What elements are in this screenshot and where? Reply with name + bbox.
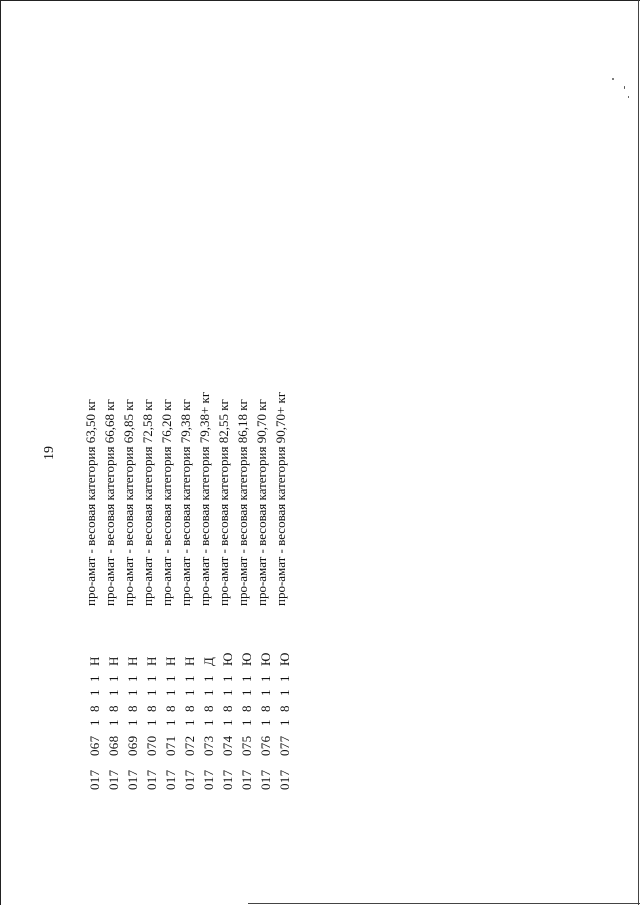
code-part: 8 [144, 705, 159, 712]
code-part: 1 [144, 719, 159, 726]
code-part: 1 [125, 689, 140, 696]
code-row [218, 620, 237, 790]
code-part: 1 [182, 689, 197, 696]
code-part: Ю [258, 652, 273, 666]
code-part: 1 [201, 719, 216, 726]
code-part: 074 [220, 735, 235, 756]
code-row [161, 620, 180, 790]
code-part: 8 [125, 705, 140, 712]
code-part: 077 [277, 735, 292, 756]
category-label: про-амат - весовая категория 90,70 кг [254, 399, 269, 606]
code-part: 1 [258, 719, 273, 726]
code-part: 8 [277, 705, 292, 712]
code-part: Н [144, 656, 159, 666]
code-part: 017 [106, 769, 121, 790]
category-label: про-амат - весовая категория 63,50 кг [83, 399, 98, 606]
code-part: 1 [144, 689, 159, 696]
code-part: 8 [182, 705, 197, 712]
code-part: 1 [258, 689, 273, 696]
category-label: про-амат - весовая категория 79,38+ кг [197, 391, 212, 606]
code-part: Н [182, 656, 197, 666]
code-part: 017 [220, 769, 235, 790]
code-part: 1 [239, 675, 254, 682]
code-part: 017 [239, 769, 254, 790]
category-label: про-амат - весовая категория 82,55 кг [216, 399, 231, 606]
category-label: про-амат - весовая категория 79,38 кг [178, 399, 193, 606]
code-part: 1 [277, 675, 292, 682]
code-part: 1 [125, 675, 140, 682]
code-part: 017 [125, 769, 140, 790]
category-label: про-амат - весовая категория 90,70+ кг [273, 391, 288, 606]
codes-column [85, 620, 292, 790]
code-part: 1 [258, 675, 273, 682]
code-part: 017 [258, 769, 273, 790]
code-part: 1 [201, 675, 216, 682]
code-part: 1 [125, 719, 140, 726]
code-part: 017 [201, 769, 216, 790]
code-part: 8 [220, 705, 235, 712]
code-part: 1 [220, 719, 235, 726]
code-part: 073 [201, 735, 216, 756]
code-part: 1 [163, 675, 178, 682]
code-part: 071 [163, 735, 178, 756]
code-part: Ю [277, 652, 292, 666]
code-row [180, 620, 199, 790]
code-part: 017 [182, 769, 197, 790]
category-label: про-амат - весовая категория 86,18 кг [235, 399, 250, 606]
code-row [123, 620, 142, 790]
code-part: 8 [258, 705, 273, 712]
code-part: 8 [163, 705, 178, 712]
code-part: 1 [87, 675, 102, 682]
code-part: Н [87, 656, 102, 666]
code-part: 017 [277, 769, 292, 790]
code-part: Д [201, 656, 216, 666]
code-part: 069 [125, 735, 140, 756]
code-part: 1 [163, 719, 178, 726]
code-row [256, 620, 275, 790]
page-number: 19 [42, 446, 57, 460]
code-part: Н [163, 656, 178, 666]
code-part: 1 [106, 719, 121, 726]
code-part: 8 [87, 705, 102, 712]
code-part: 1 [182, 719, 197, 726]
code-part: 072 [182, 735, 197, 756]
code-part: 017 [163, 769, 178, 790]
code-row [199, 620, 218, 790]
code-part: 1 [239, 689, 254, 696]
code-part: 1 [239, 719, 254, 726]
code-part: 1 [144, 675, 159, 682]
code-part: Ю [239, 652, 254, 666]
category-labels-column [81, 326, 288, 606]
category-label: про-амат - весовая категория 72,58 кг [140, 399, 155, 606]
code-part: 1 [277, 719, 292, 726]
code-part: 068 [106, 735, 121, 756]
category-label: про-амат - весовая категория 66,68 кг [102, 399, 117, 606]
code-part: 017 [87, 769, 102, 790]
code-part: 017 [144, 769, 159, 790]
code-part: 1 [182, 675, 197, 682]
code-part: 1 [106, 689, 121, 696]
code-part: Н [106, 656, 121, 666]
code-part: 1 [87, 719, 102, 726]
code-part: 1 [201, 689, 216, 696]
code-part: 1 [163, 689, 178, 696]
category-label: про-амат - весовая категория 76,20 кг [159, 399, 174, 606]
code-row [237, 620, 256, 790]
code-part: 067 [87, 735, 102, 756]
code-row [142, 620, 161, 790]
code-row [275, 620, 294, 790]
code-part: 1 [220, 675, 235, 682]
code-part: 8 [106, 705, 121, 712]
code-row [85, 620, 104, 790]
category-label: про-амат - весовая категория 69,85 кг [121, 399, 136, 606]
code-part: 1 [87, 689, 102, 696]
code-part: Н [125, 656, 140, 666]
code-part: 8 [201, 705, 216, 712]
code-part: 1 [277, 689, 292, 696]
code-part: 1 [220, 689, 235, 696]
code-part: 1 [106, 675, 121, 682]
code-part: 076 [258, 735, 273, 756]
code-part: 075 [239, 735, 254, 756]
code-part: 8 [239, 705, 254, 712]
code-part: Ю [220, 652, 235, 666]
code-part: 070 [144, 735, 159, 756]
code-row [104, 620, 123, 790]
